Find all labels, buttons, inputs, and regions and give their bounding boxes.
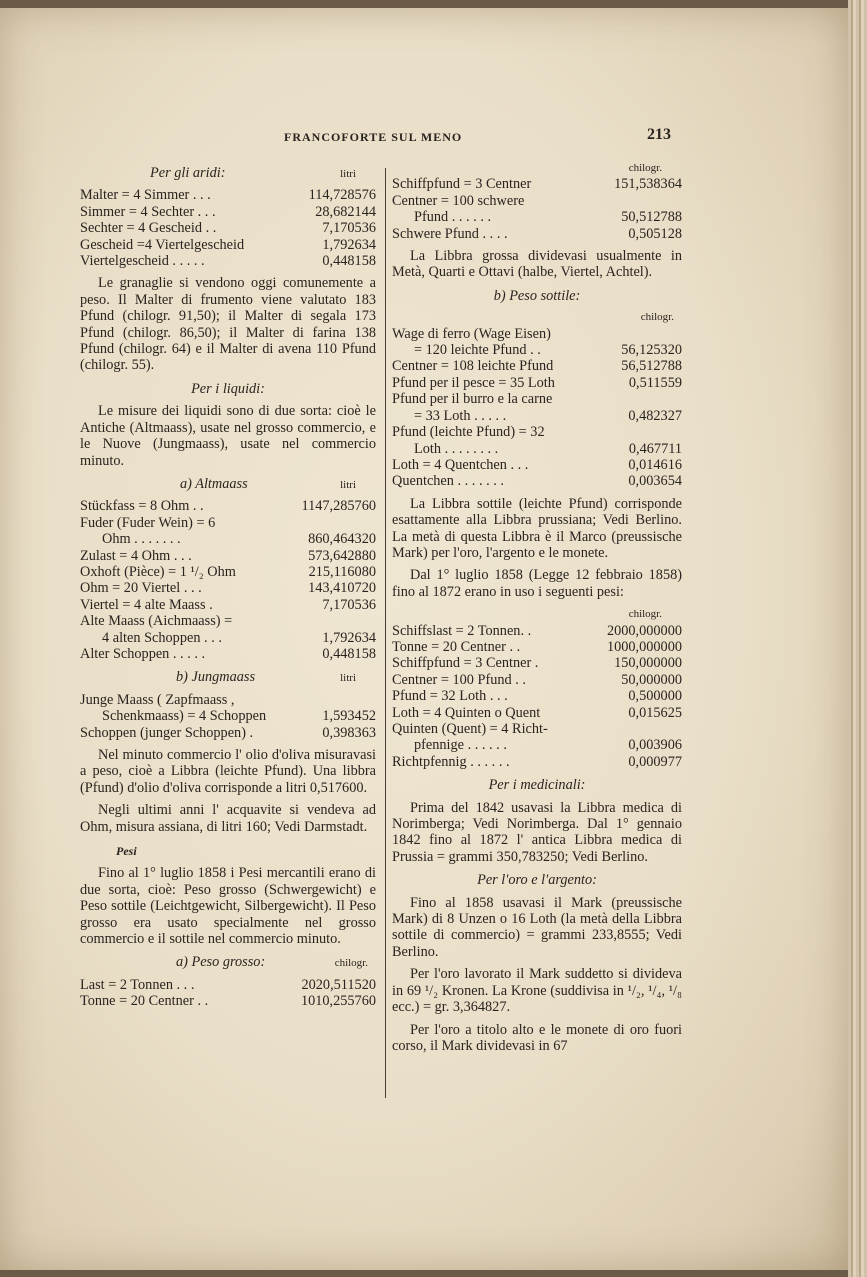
table-row <box>392 226 682 242</box>
row-value: 0,003906 <box>628 737 682 754</box>
row-label: Stückfass = 8 Ohm . . <box>80 498 204 515</box>
table-row <box>392 754 682 770</box>
row-value <box>678 721 682 737</box>
libbra-grossa-paragraph: La Libbra grossa dividevasi usualmente in Metà, Quarti e Ottavi (halbe, Viertel, Achtel). <box>392 248 682 281</box>
sottile-table <box>392 326 682 490</box>
row-value: 114,728576 <box>308 187 376 204</box>
table-row <box>80 253 376 269</box>
table-row <box>392 623 682 639</box>
row-value <box>372 613 376 629</box>
row-value: 860,464320 <box>308 531 376 548</box>
row-label: Wage di ferro (Wage Eisen) <box>392 325 551 342</box>
altmaass-table <box>80 498 376 662</box>
row-label: = 33 Loth . . . . . <box>414 407 507 424</box>
row-label: Quentchen . . . . . . . <box>392 473 504 490</box>
row-label: Schiffslast = 2 Tonnen. . <box>392 622 532 639</box>
left-column <box>80 158 376 1010</box>
row-label: Simmer = 4 Sechter . . . <box>80 203 216 220</box>
row-label: Sechter = 4 Gescheid . . <box>80 220 217 237</box>
row-value: 0,015625 <box>628 704 682 721</box>
table-row <box>392 424 682 440</box>
aridi-table <box>80 187 376 269</box>
row-label: pfennige . . . . . . <box>414 737 507 754</box>
row-label: Pfund (leichte Pfund) = 32 <box>392 424 545 441</box>
row-value <box>678 326 682 342</box>
row-value: 0,482327 <box>628 407 682 424</box>
jungmaass-title: b) Jungmaass <box>176 669 256 686</box>
book-page <box>0 8 848 1270</box>
row-value <box>372 515 376 531</box>
top-unit: chilogr. <box>628 162 662 174</box>
row-value: 0,014616 <box>628 456 682 473</box>
row-label: Fuder (Fuder Wein) = 6 <box>80 514 216 531</box>
row-label: Pfund . . . . . . <box>414 209 492 226</box>
sottile-unit: chilogr. <box>640 311 674 324</box>
row-value: 573,642880 <box>308 547 376 564</box>
table-row <box>80 646 376 662</box>
table-row <box>80 237 376 253</box>
row-label: Schenkmaass) = 4 Schoppen <box>102 708 267 725</box>
row-label: Centner = 100 schwere <box>392 192 525 209</box>
table-row <box>392 655 682 671</box>
right-column <box>392 158 682 1060</box>
table-row <box>392 705 682 721</box>
table-row <box>392 342 682 358</box>
table-row <box>80 708 376 724</box>
liquidi-paragraph: Le misure dei liquidi sono di due sorta: cioè le Antiche (Altmaass), usate nel grosso commercio, e le Nuove (Jungmaass), usate nel commercio minuto. <box>80 403 376 469</box>
grosso-table <box>80 977 376 1010</box>
row-label: Pfund per il pesce = 35 Loth <box>392 374 555 391</box>
table-row <box>80 692 376 708</box>
table-row <box>80 597 376 613</box>
jungmaass-heading <box>80 669 376 686</box>
table-row <box>80 564 376 580</box>
row-value: 56,512788 <box>621 358 682 375</box>
jungmaass-table <box>80 692 376 741</box>
grosso-unit: chilogr. <box>334 957 368 970</box>
row-value: 1,792634 <box>322 629 376 646</box>
row-value: 0,505128 <box>628 225 682 242</box>
row-label: Schwere Pfund . . . . <box>392 225 508 242</box>
row-label: = 120 leichte Pfund . . <box>414 342 541 359</box>
row-value: 1,593452 <box>322 708 376 725</box>
table-row <box>392 326 682 342</box>
table-row <box>392 193 682 209</box>
table-row <box>392 473 682 489</box>
pesi1858-unit: chilogr. <box>628 608 662 621</box>
row-value: 0,467711 <box>628 440 682 457</box>
jungmaass-unit: litri <box>340 672 356 685</box>
row-value: 50,512788 <box>621 209 682 226</box>
table-row <box>80 548 376 564</box>
row-label: Schiffpfund = 3 Centner . <box>392 655 539 672</box>
row-value: 1147,285760 <box>301 498 376 515</box>
row-value: 7,170536 <box>322 220 376 237</box>
medicinali-paragraph: Prima del 1842 usavasi la Libbra medica di Norimberga; Vedi Norimberga. Dal 1° gennaio 1842 fino al 1872 l' antica Libbra medica di Prussia = grammi 350,783250; Vedi Berlino. <box>392 799 682 865</box>
table-row <box>392 721 682 737</box>
row-label: Ohm = 20 Viertel . . . <box>80 580 202 597</box>
table-row <box>392 672 682 688</box>
row-label: Schiffpfund = 3 Centner <box>392 176 532 193</box>
table-row <box>392 391 682 407</box>
row-label: Richtpfennig . . . . . . <box>392 753 510 770</box>
table-row <box>392 639 682 655</box>
table-row <box>80 613 376 629</box>
row-value: 1000,000000 <box>606 638 682 655</box>
table-row <box>80 993 376 1009</box>
table-row <box>392 737 682 753</box>
running-title: FRANCOFORTE SUL MENO <box>284 130 463 144</box>
row-value: 0,500000 <box>628 688 682 705</box>
table-row <box>80 630 376 646</box>
row-value: 150,000000 <box>614 655 682 672</box>
table-row <box>392 176 682 192</box>
oro-paragraph-1: Fino al 1858 usavasi il Mark (preussische Mark) di 8 Unzen o 16 Loth (la metà della Libbra sottile di commercio) = grammi 233,8555; Vedi Berlino. <box>392 894 682 960</box>
row-value <box>678 424 682 440</box>
table-row <box>392 441 682 457</box>
dal1858-paragraph: Dal 1° luglio 1858 (Legge 12 febbraio 1858) fino al 1872 erano in uso i seguenti pesi: <box>392 567 682 600</box>
table-row <box>80 187 376 203</box>
row-label: Alte Maass (Aichmaass) = <box>80 613 233 630</box>
olio-paragraph: Nel minuto commercio l' olio d'oliva misuravasi a peso, cioè a Libbra (leichte Pfund). Una libbra (Pfund) d'olio d'oliva corrisponde a litri 0,517600. <box>80 747 376 796</box>
table-row <box>80 204 376 220</box>
row-label: Centner = 100 Pfund . . <box>392 671 526 688</box>
row-label: Junge Maass ( Zapfmaass , <box>80 691 235 708</box>
aridi-title: Per gli aridi: <box>150 165 226 181</box>
row-value: 50,000000 <box>621 671 682 688</box>
oro-title: Per l'oro e l'argento: <box>477 872 597 889</box>
table-row <box>80 977 376 993</box>
row-value: 7,170536 <box>322 596 376 613</box>
schwer-table <box>392 176 682 242</box>
table-row <box>80 580 376 596</box>
row-value: 28,682144 <box>315 203 376 220</box>
row-label: 4 alten Schoppen . . . <box>102 629 222 646</box>
row-label: Schoppen (junger Schoppen) . <box>80 724 254 741</box>
row-label: Pfund = 32 Loth . . . <box>392 688 508 705</box>
row-value <box>678 193 682 209</box>
oro-paragraph-3: Per l'oro a titolo alto e le monete di oro fuori corso, il Mark dividevasi in 67 <box>392 1021 682 1054</box>
column-divider <box>385 168 386 1098</box>
row-value: 151,538364 <box>614 176 682 193</box>
row-value: 0,448158 <box>322 253 376 270</box>
row-value: 1010,255760 <box>300 993 376 1010</box>
row-value <box>372 692 376 708</box>
row-label: Alter Schoppen . . . . . <box>80 645 206 662</box>
row-label: Centner = 108 leichte Pfund <box>392 358 554 375</box>
row-value: 0,448158 <box>322 645 376 662</box>
pesi1858-table <box>392 623 682 771</box>
grosso-title: a) Peso grosso: <box>176 954 266 971</box>
page-header <box>0 126 848 146</box>
pesi-title: Pesi <box>116 844 137 859</box>
table-row <box>392 358 682 374</box>
row-label: Pfund per il burro e la carne <box>392 391 553 408</box>
row-label: Zulast = 4 Ohm . . . <box>80 547 192 564</box>
table-row <box>80 531 376 547</box>
page-edges <box>848 0 867 1277</box>
row-label: Ohm . . . . . . . <box>102 531 181 548</box>
table-row <box>392 375 682 391</box>
row-label: Loth = 4 Quentchen . . . <box>392 456 529 473</box>
aridi-heading <box>80 165 376 182</box>
row-value: 0,003654 <box>628 473 682 490</box>
acquavite-paragraph: Negli ultimi anni l' acquavite si vendeva ad Ohm, misura assiana, di litri 160; Vedi Darmstadt. <box>80 802 376 835</box>
row-value: 0,511559 <box>628 374 682 391</box>
aridi-paragraph: Le granaglie si vendono oggi comunemente a peso. Il Malter di frumento viene valutato 183 Pfund (chilogr. 91,50); il Malter di segala 173 Pfund (chilogr. 86,50); il Malter di farina 138 Pfund (chilogr. 64) e il Malter di avena 110 Pfund (chilogr. 55). <box>80 275 376 374</box>
row-value: 143,410720 <box>308 580 376 597</box>
row-label: Oxhoft (Pièce) = 1 ¹/₂ Ohm <box>80 563 236 580</box>
table-row <box>392 688 682 704</box>
row-label: Loth = 4 Quinten o Quent <box>392 704 541 721</box>
aridi-unit: litri <box>340 168 356 180</box>
altmaass-unit: litri <box>340 478 356 491</box>
row-label: Viertel = 4 alte Maass . <box>80 596 213 613</box>
table-row <box>80 498 376 514</box>
table-row <box>80 515 376 531</box>
table-row <box>392 457 682 473</box>
sottile-title: b) Peso sottile: <box>493 287 581 304</box>
row-label: Loth . . . . . . . . <box>414 440 499 457</box>
row-value: 215,116080 <box>308 563 376 580</box>
altmaass-title: a) Altmaass <box>180 475 248 492</box>
row-label: Gescheid =4 Viertelgescheid <box>80 236 245 253</box>
row-label: Viertelgescheid . . . . . <box>80 253 205 270</box>
libbra-sottile-paragraph: La Libbra sottile (leichte Pfund) corrisponde esattamente alla Libbra prussiana; Vedi Berlino. La metà di questa Libbra è il Marco (preussische Mark) per l'oro, l'argento e le monete. <box>392 495 682 561</box>
row-value: 0,398363 <box>322 724 376 741</box>
row-value: 0,000977 <box>628 753 682 770</box>
grosso-heading <box>80 954 376 971</box>
medicinali-title: Per i medicinali: <box>488 777 586 794</box>
table-row <box>392 209 682 225</box>
row-value: 2020,511520 <box>301 976 376 993</box>
page-number: 213 <box>647 126 671 143</box>
altmaass-heading <box>80 476 376 493</box>
row-label: Malter = 4 Simmer . . . <box>80 187 211 204</box>
row-label: Tonne = 20 Centner . . <box>392 638 521 655</box>
oro-paragraph-2: Per l'oro lavorato il Mark suddetto si divideva in 69 ¹/₂ Kronen. La Krone (suddivisa in ¹/₂, ¹/₄, ¹/₈ ecc.) = gr. 3,364827. <box>392 966 682 1016</box>
liquidi-title: Per i liquidi: <box>191 380 265 397</box>
row-value: 1,792634 <box>322 236 376 253</box>
table-row <box>392 408 682 424</box>
table-row <box>80 725 376 741</box>
row-label: Last = 2 Tonnen . . . <box>80 976 195 993</box>
table-row <box>80 220 376 236</box>
pesi-paragraph: Fino al 1° luglio 1858 i Pesi mercantili erano di due sorta, cioè: Peso grosso (Schwergewicht) e Peso sottile (Leichtgewicht, Silbergewicht). Il Peso grosso era usato specialmente nel grosso commercio e il sottile nel commercio minuto. <box>80 865 376 948</box>
row-value: 56,125320 <box>621 342 682 359</box>
row-label: Quinten (Quent) = 4 Richt- <box>392 721 548 737</box>
row-value <box>678 391 682 407</box>
row-value: 2000,000000 <box>606 622 682 639</box>
row-label: Tonne = 20 Centner . . <box>80 993 209 1010</box>
